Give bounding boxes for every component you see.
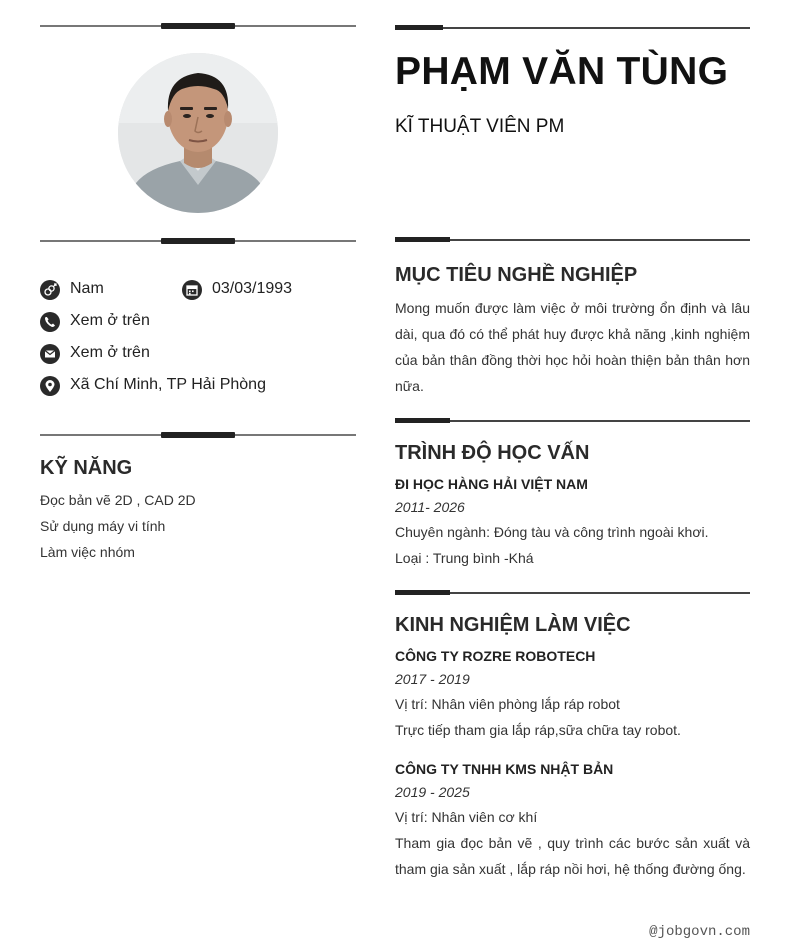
job-position: Vị trí: Nhân viên cơ khí: [395, 809, 538, 825]
candidate-name: PHẠM VĂN TÙNG: [395, 50, 729, 93]
company-name: CÔNG TY TNHH KMS NHẬT BẢN: [395, 761, 614, 777]
job-description: Trực tiếp tham gia lắp ráp,sữa chữa tay robot.: [395, 722, 681, 738]
location-pin-icon: [40, 376, 60, 396]
objective-text: Mong muốn được làm việc ở môi trường ổn định và lâu dài, qua đó có thể phát huy được khả năng ,kinh nghiệm của bản thân đồng thời học hỏi hoàn thiện bản thân hơn nữa.: [395, 300, 750, 394]
email-icon: [40, 344, 60, 364]
watermark: @jobgovn.com: [649, 924, 750, 940]
skill-item: Sử dụng máy vi tính: [40, 518, 166, 534]
email-value: Xem ở trên: [70, 344, 150, 361]
job-period: 2017 - 2019: [395, 671, 470, 687]
job-description: Tham gia đọc bản vẽ , quy trình các bước sản xuất và tham gia sản xuất , lắp ráp nồi hơi, hệ thống đường ống.: [395, 835, 750, 877]
phone-icon: [40, 312, 60, 332]
left-skills-divider: [40, 430, 356, 440]
avatar: [118, 53, 278, 213]
objective-title: MỤC TIÊU NGHỀ NGHIỆP: [395, 264, 638, 286]
school-name: ĐI HỌC HÀNG HẢI VIỆT NAM: [395, 476, 588, 492]
address-value: Xã Chí Minh, TP Hải Phòng: [70, 376, 266, 393]
experience-title: KINH NGHIỆM LÀM VIỆC: [395, 614, 631, 636]
experience-divider: [395, 589, 750, 597]
education-major: Chuyên ngành: Đóng tàu và công trình ngoài khơi.: [395, 524, 709, 540]
left-profile-divider: [40, 236, 356, 246]
company-name: CÔNG TY ROZRE ROBOTECH: [395, 648, 596, 664]
job-period: 2019 - 2025: [395, 784, 470, 800]
skill-item: Đọc bản vẽ 2D , CAD 2D: [40, 492, 196, 508]
skills-title: KỸ NĂNG: [40, 457, 133, 479]
birthday-value: 03/03/1993: [212, 280, 293, 297]
education-divider: [395, 417, 750, 425]
left-top-divider: [40, 21, 356, 31]
job-title: KĨ THUẬT VIÊN PM: [395, 116, 565, 137]
phone-value: Xem ở trên: [70, 312, 150, 329]
gender-value: Nam: [70, 280, 104, 297]
gender-icon: [40, 280, 60, 300]
education-title: TRÌNH ĐỘ HỌC VẤN: [395, 442, 590, 464]
job-position: Vị trí: Nhân viên phòng lắp ráp robot: [395, 696, 620, 712]
education-period: 2011- 2026: [395, 499, 465, 515]
right-top-divider: [395, 24, 750, 32]
objective-divider: [395, 236, 750, 244]
skill-item: Làm việc nhóm: [40, 544, 135, 560]
calendar-icon: [182, 280, 202, 300]
education-grade: Loại : Trung bình -Khá: [395, 550, 534, 566]
